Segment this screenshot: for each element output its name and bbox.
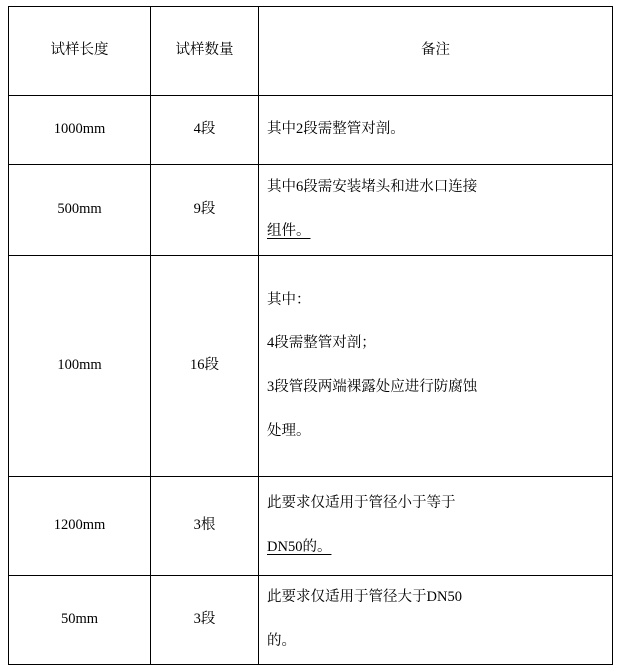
cell-note [259, 576, 613, 665]
cell-length: 1200mm [9, 477, 151, 576]
cell-note [259, 477, 613, 576]
cell-quantity: 4段 [151, 96, 259, 165]
table-row [9, 576, 613, 665]
note-text: 组件。 [267, 223, 311, 239]
table-header-row [9, 7, 613, 96]
table-row [9, 96, 613, 165]
cell-quantity: 9段 [151, 165, 259, 256]
note-line [267, 490, 604, 518]
note-text: 其中6段需安装堵头和进水口连接 [267, 179, 478, 196]
note-line: 3段管段两端裸露处应进行防腐蚀 [267, 379, 478, 395]
header-cell-note: 备注 [259, 7, 613, 96]
cell-quantity: 3根 [151, 477, 259, 576]
cell-note [259, 165, 613, 256]
cell-quantity: 16段 [151, 256, 259, 477]
header-cell-quantity: 试样数量 [151, 7, 259, 96]
note-line: 的。 [267, 633, 296, 649]
cell-length: 500mm [9, 165, 151, 256]
cell-length: 100mm [9, 256, 151, 477]
note-text: DN50的。 [267, 539, 332, 555]
table-row [9, 256, 613, 477]
table-row [9, 477, 613, 576]
cell-length: 1000mm [9, 96, 151, 165]
cell-note [259, 96, 613, 165]
note-line: 其中2段需整管对剖。 [267, 121, 405, 138]
note-line [267, 218, 604, 246]
document-page [0, 6, 622, 649]
note-line: 4段需整管对剖； [267, 335, 376, 352]
cell-length: 50mm [9, 576, 151, 665]
note-line [267, 534, 604, 562]
cell-note [259, 256, 613, 477]
table-row [9, 165, 613, 256]
note-line: 其中： [267, 291, 311, 308]
note-line: 处理。 [267, 422, 311, 439]
specimen-table [8, 6, 613, 665]
note-line: 此要求仅适用于管径大于DN50 [267, 589, 462, 606]
note-line [267, 174, 604, 202]
cell-quantity: 3段 [151, 576, 259, 665]
note-text: 此要求仅适用于管径小于等于 [267, 495, 456, 512]
header-cell-length: 试样长度 [9, 7, 151, 96]
